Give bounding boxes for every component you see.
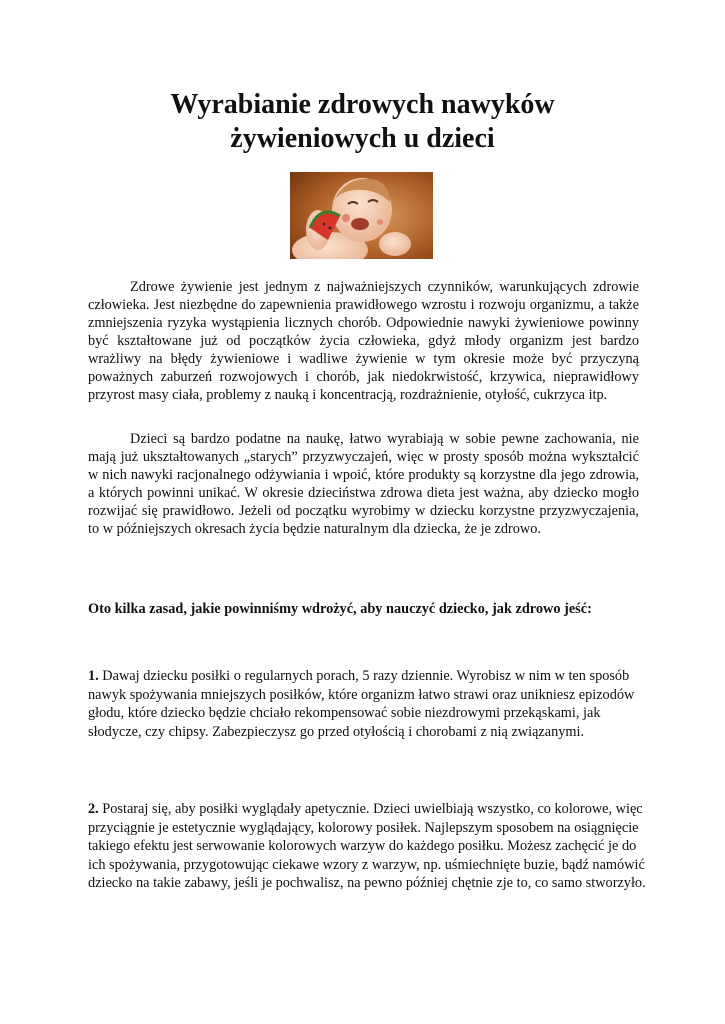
rule-number: 1. [88, 668, 99, 684]
title-line-1: Wyrabianie zdrowych nawyków [170, 89, 555, 120]
page-title [0, 88, 725, 156]
rule-item-1 [88, 667, 648, 741]
rule-number: 2. [88, 801, 99, 817]
paragraph-children-learning: Dzieci są bardzo podatne na naukę, łatwo wyrabiają w sobie pewne zachowania, nie mają już ukształtowanych „starych” przyzwyczajeń, więc w prosty sposób można wykształcić w nich nawyki racjonalnego odżywiania i wpoić, które produkty są korzystne dla jego zdrowia, a których powinni unikać. W okresie dzieciństwa zdrowa dieta jest ważna, aby dziecko mogło rozwijać się prawidłowo. Jeżeli od początku wyrobimy w dziecku korzystne przyzwyczajenia, to w późniejszych okresach życia będzie naturalnym dla dziecka, że je zdrowo. [88, 431, 639, 537]
paragraph-intro: Zdrowe żywienie jest jednym z najważniejszych czynników, warunkujących zdrowie człowieka. Jest niezbędne do zapewnienia prawidłowego wzrostu i rozwoju organizmu, a także zmniejszenia ryzyka wystąpienia licznych chorób. Odpowiednie nawyki żywieniowe powinny być kształtowane już od początków życia człowieka, gdyż młody organizm jest bardzo wrażliwy na błędy żywieniowe i wadliwe żywienie w tym okresie może być przyczyną poważnych zaburzeń rozwojowych i chorób, jak niedokrwistość, krzywica, nieprawidłowy przyrost masy ciała, problemy z nauką i koncentracją, rozdrażnienie, otyłość, cukrzyca itp. [88, 279, 639, 403]
rules-heading: Oto kilka zasad, jakie powinniśmy wdrożyć, aby nauczyć dziecko, jak zdrowo jeść: [88, 601, 592, 617]
rule-text: Postaraj się, aby posiłki wyglądały apetycznie. Dzieci uwielbiają wszystko, co kolorowe, więc przyciągnie je estetycznie wyglądający, kolorowy posiłek. Najlepszym sposobem na osiągnięcie takiego efektu jest serwowanie kolorowych warzyw do każdego posiłku. Możesz zachęcić je do ich spożywania, przygotowując ciekawe wzory z warzyw, np. uśmiechnięte buzie, bądź namówić dziecko na takie zabawy, jeśli je pochwalisz, na pewno później chętnie zje to, co samo stworzyło. [88, 801, 646, 891]
rule-text: Dawaj dziecku posiłki o regularnych porach, 5 razy dziennie. Wyrobisz w nim w ten sposób nawyk spożywania mniejszych posiłków, które organizm łatwo strawi oraz unikniesz epizodów głodu, które dziecko będzie chciało rekompensować sobie niezdrowymi przekąskami, jak słodycze, czy chipsy. Zabezpieczysz go przed otyłością i chorobami z nią związanymi. [88, 668, 635, 740]
title-line-2: żywieniowych u dzieci [230, 123, 495, 154]
child-eating-photo [290, 172, 433, 259]
rule-item-2 [88, 800, 648, 893]
